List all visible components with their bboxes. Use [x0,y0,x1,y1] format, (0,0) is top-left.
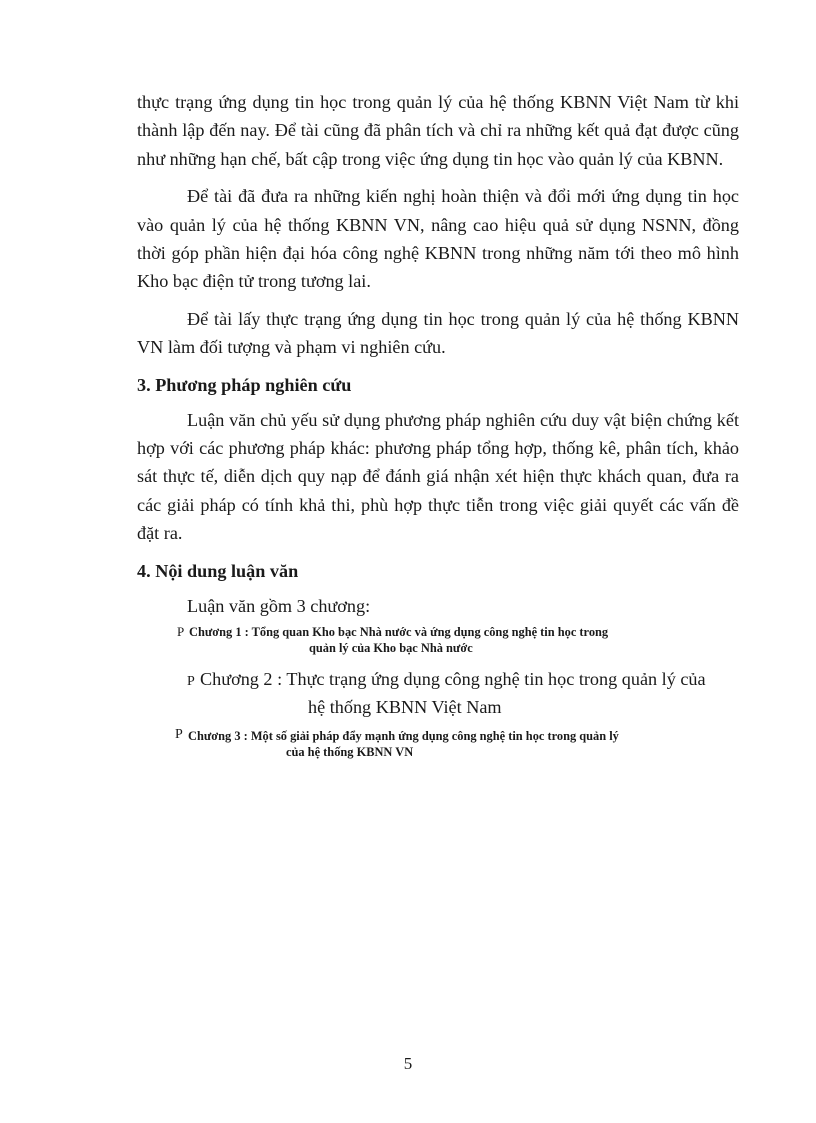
paragraph-recommendations: Để tài đã đưa ra những kiến nghị hoàn thiện và đổi mới ứng dụng tin học vào quản lý của hệ thống KBNN VN, nâng cao hiệu quả sử dụng NSNN, đồng thời góp phần hiện đại hóa công nghệ KBNN trong những năm tới theo mô hình Kho bạc điện tử trong tương lai. [137,186,739,292]
page-content [137,88,739,761]
bullet-glyph: P [187,673,195,689]
chapter-3-label: Chương 3 : [188,728,248,743]
chapter-list-intro: Luận văn gồm 3 chương: [187,595,371,616]
chapter-1-title: Tổng quan Kho bạc Nhà nước và ứng dụng công nghệ tin học trong [251,624,609,639]
page-number: 5 [403,1054,413,1073]
section-4-heading: 4. Nội dung luận văn [137,560,299,581]
chapter-3-first-line [175,728,739,745]
chapter-item-3 [175,728,739,761]
chapter-2-title-continuation: hệ thống KBNN Việt Nam [308,697,502,718]
bullet-glyph: P [175,726,183,742]
chapter-3-title-continuation: của hệ thống KBNN VN [286,745,414,760]
chapter-1-first-line [189,624,739,641]
chapter-2-title: Thực trạng ứng dụng công nghệ tin học trong quản lý của [286,668,706,689]
chapter-2-first-line [187,665,739,694]
paragraph-continuation: thực trạng ứng dụng tin học trong quản lý của hệ thống KBNN Việt Nam từ khi thành lập đến nay. Để tài cũng đã phân tích và chỉ ra những kết quả đạt được cũng như những hạn chế, bất cập trong việc ứng dụng tin học vào quản lý của KBNN. [137,92,739,169]
chapter-item-1 [177,623,739,657]
paragraph-scope: Để tài lấy thực trạng ứng dụng tin học trong quản lý của hệ thống KBNN VN làm đối tượng và phạm vi nghiên cứu. [137,308,739,358]
bullet-glyph: P [177,623,185,639]
chapter-2-label: Chương 2 : [200,668,283,689]
chapter-item-2 [187,665,739,722]
section-3-heading: 3. Phương pháp nghiên cứu [137,374,352,395]
chapter-3-title: Một số giải pháp đẩy mạnh ứng dụng công nghệ tin học trong quản lý [250,728,619,743]
chapter-1-title-continuation: quản lý của Kho bạc Nhà nước [309,641,473,656]
chapter-1-label: Chương 1 : [189,624,249,639]
section-3-body: Luận văn chủ yếu sử dụng phương pháp nghiên cứu duy vật biện chứng kết hợp với các phương pháp khác: phương pháp tổng hợp, thống kê, phân tích, khảo sát thực tế, diễn dịch quy nạp để đánh giá nhận xét hiện thực khách quan, đưa ra các giải pháp có tính khả thi, phù hợp thực tiễn trong việc giải quyết các vấn đề đặt ra. [137,409,739,544]
